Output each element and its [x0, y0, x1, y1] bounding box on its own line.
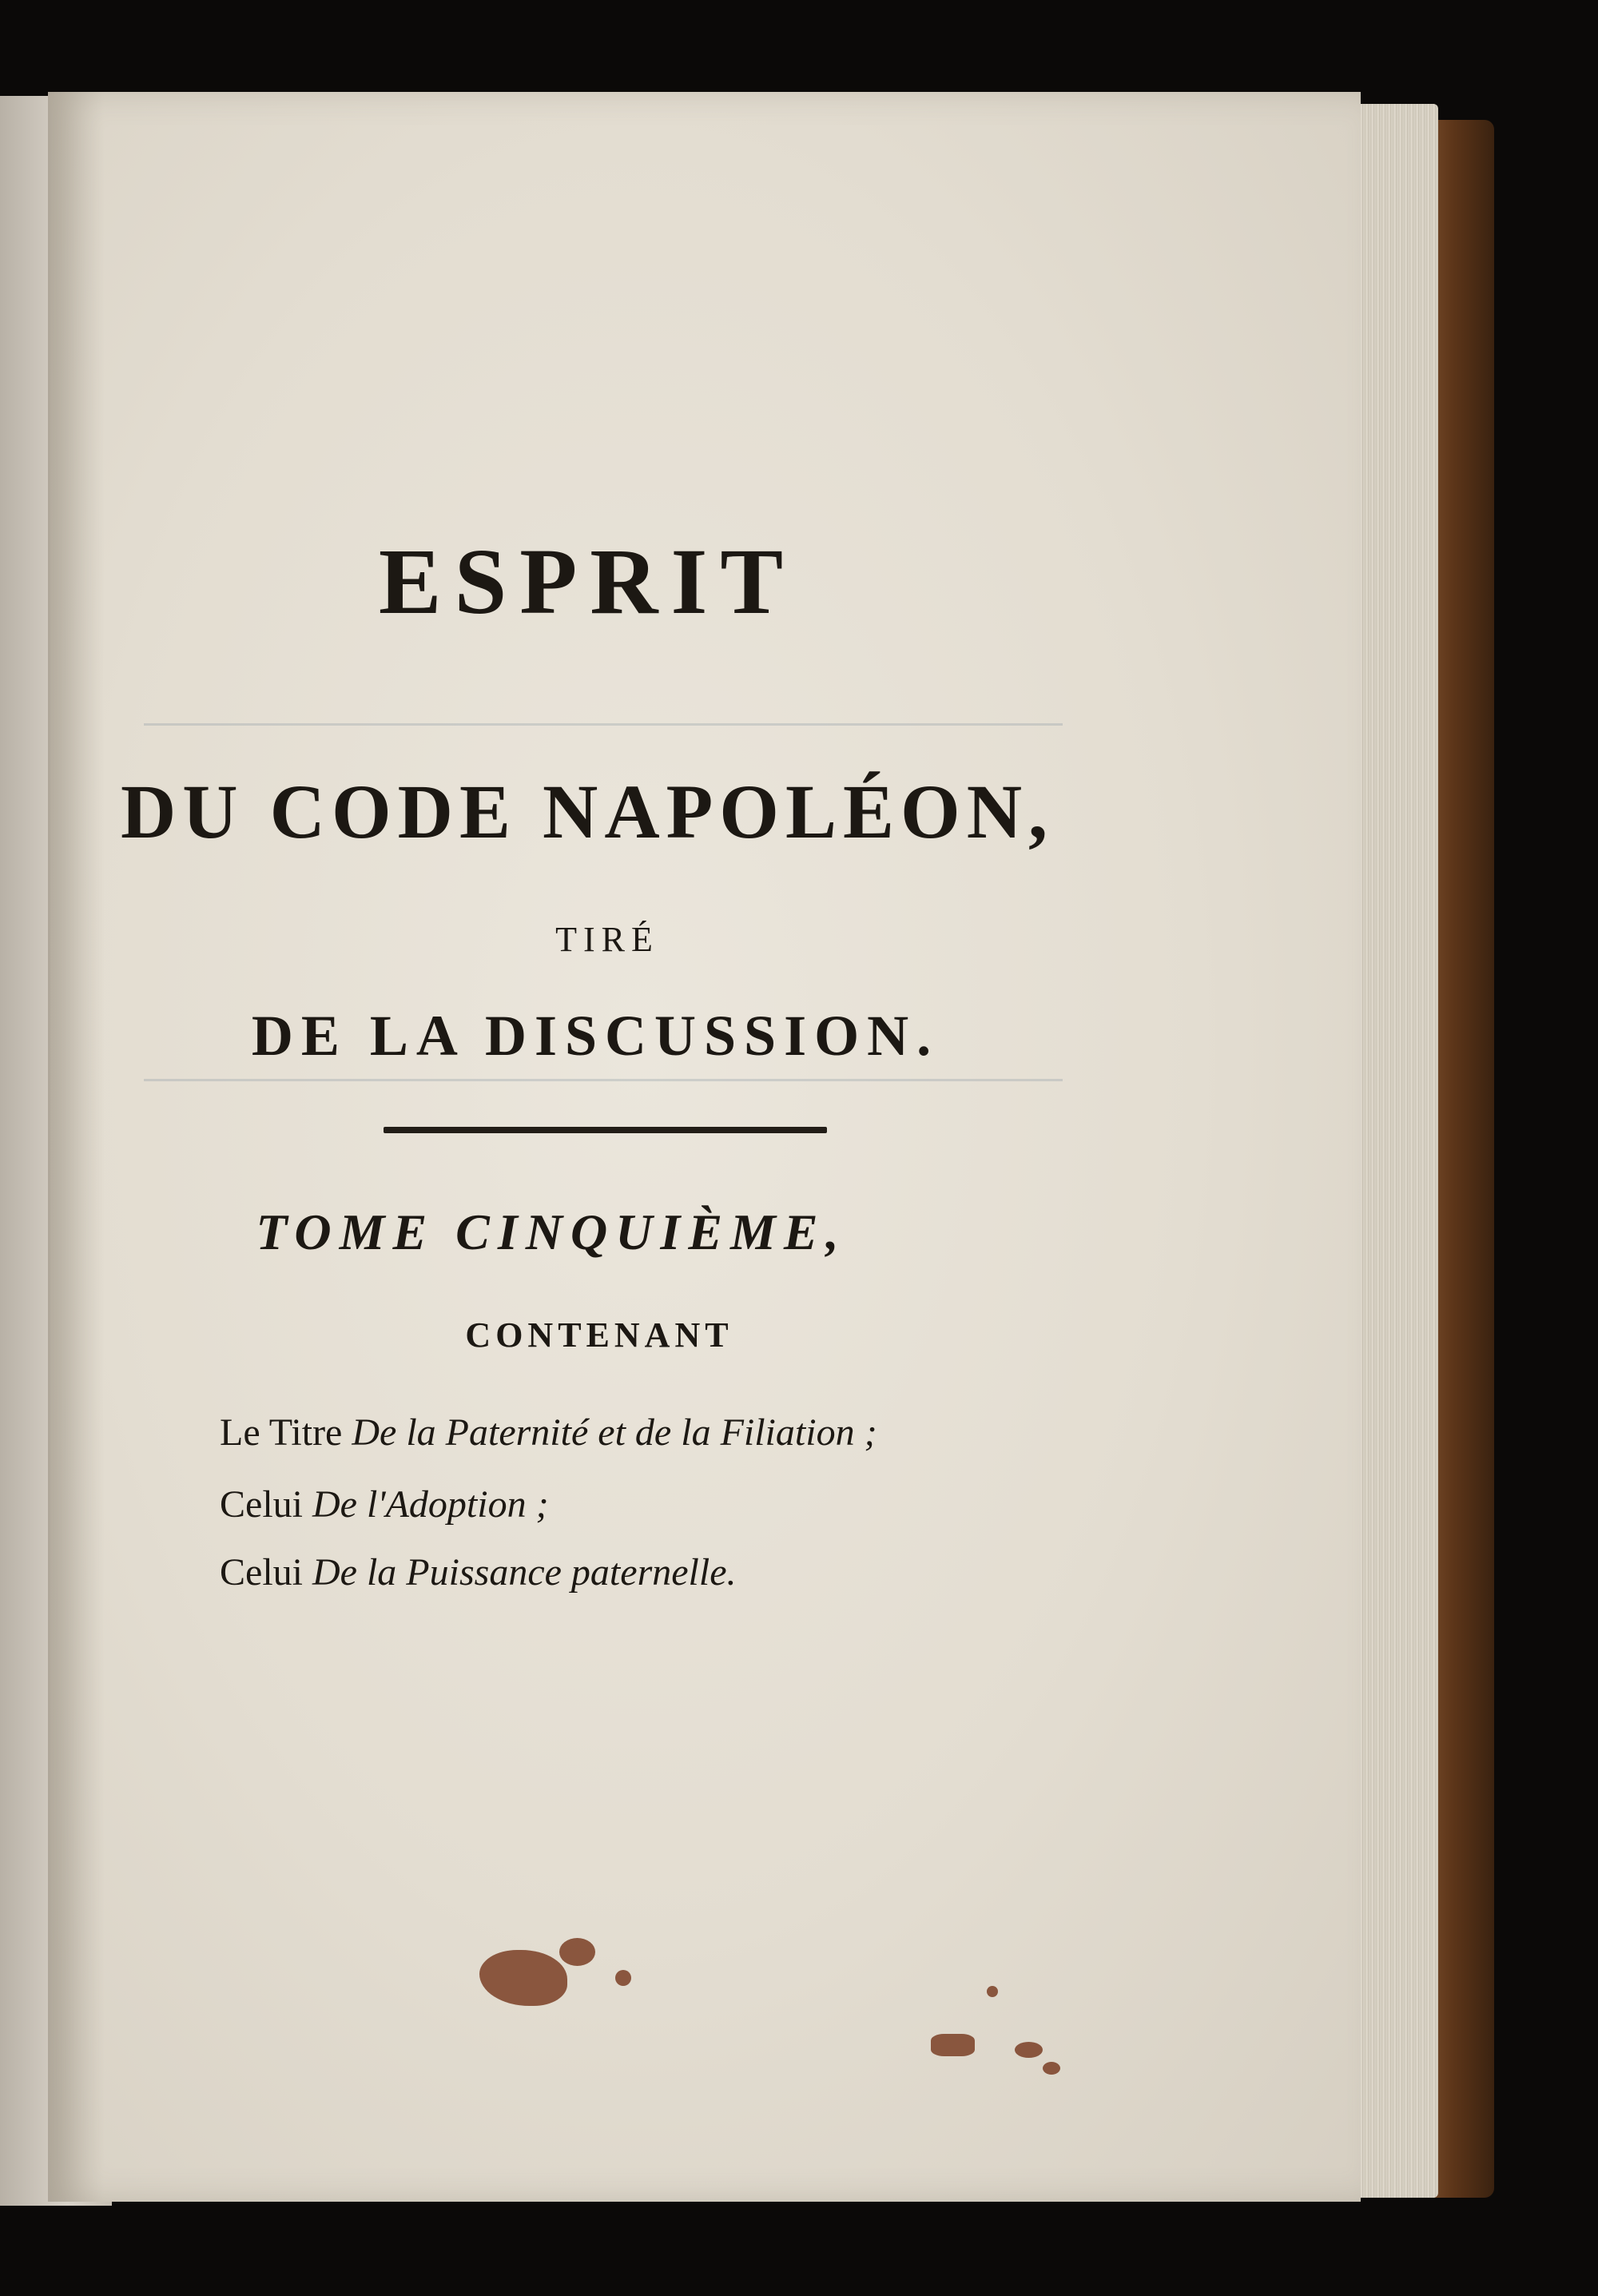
contents-line-2-prefix: Celui — [220, 1483, 312, 1526]
contents-line-1 — [220, 1411, 877, 1454]
contents-line-2 — [220, 1482, 549, 1526]
foxing-stain-2 — [559, 1938, 595, 1966]
contents-line-2-title: De l'Adoption ; — [312, 1483, 549, 1526]
foxing-stain-5 — [1015, 2042, 1043, 2058]
title-divider-rule — [384, 1127, 827, 1133]
contents-heading: CONTENANT — [465, 1315, 733, 1355]
page-gutter-shadow — [48, 92, 104, 2202]
contents-line-3-title: De la Puissance paternelle. — [312, 1551, 737, 1594]
title-de-la-discussion: DE LA DISCUSSION. — [251, 1004, 940, 1068]
contents-line-3-prefix: Celui — [220, 1551, 312, 1594]
foxing-stain-6 — [987, 1986, 998, 1997]
title-page — [48, 92, 1361, 2202]
contents-line-1-prefix: Le Titre — [220, 1411, 352, 1454]
show-through-esprit — [511, 232, 547, 342]
contents-line-3 — [220, 1550, 737, 1594]
contents-line-1-title: De la Paternité et de la Filiation ; — [352, 1411, 877, 1454]
foxing-stain-4 — [931, 2034, 975, 2056]
title-code-napoleon: DU CODE NAPOLÉON, — [120, 769, 1055, 854]
foxing-stain-7 — [1043, 2062, 1060, 2075]
title-esprit: ESPRIT — [378, 529, 797, 634]
show-through-rule-2 — [144, 1079, 1063, 1081]
show-through-rule-1 — [144, 723, 1063, 726]
volume-label: TOME CINQUIÈME, — [256, 1204, 847, 1260]
title-tire: TIRÉ — [555, 920, 659, 959]
foxing-stain-3 — [615, 1970, 631, 1986]
